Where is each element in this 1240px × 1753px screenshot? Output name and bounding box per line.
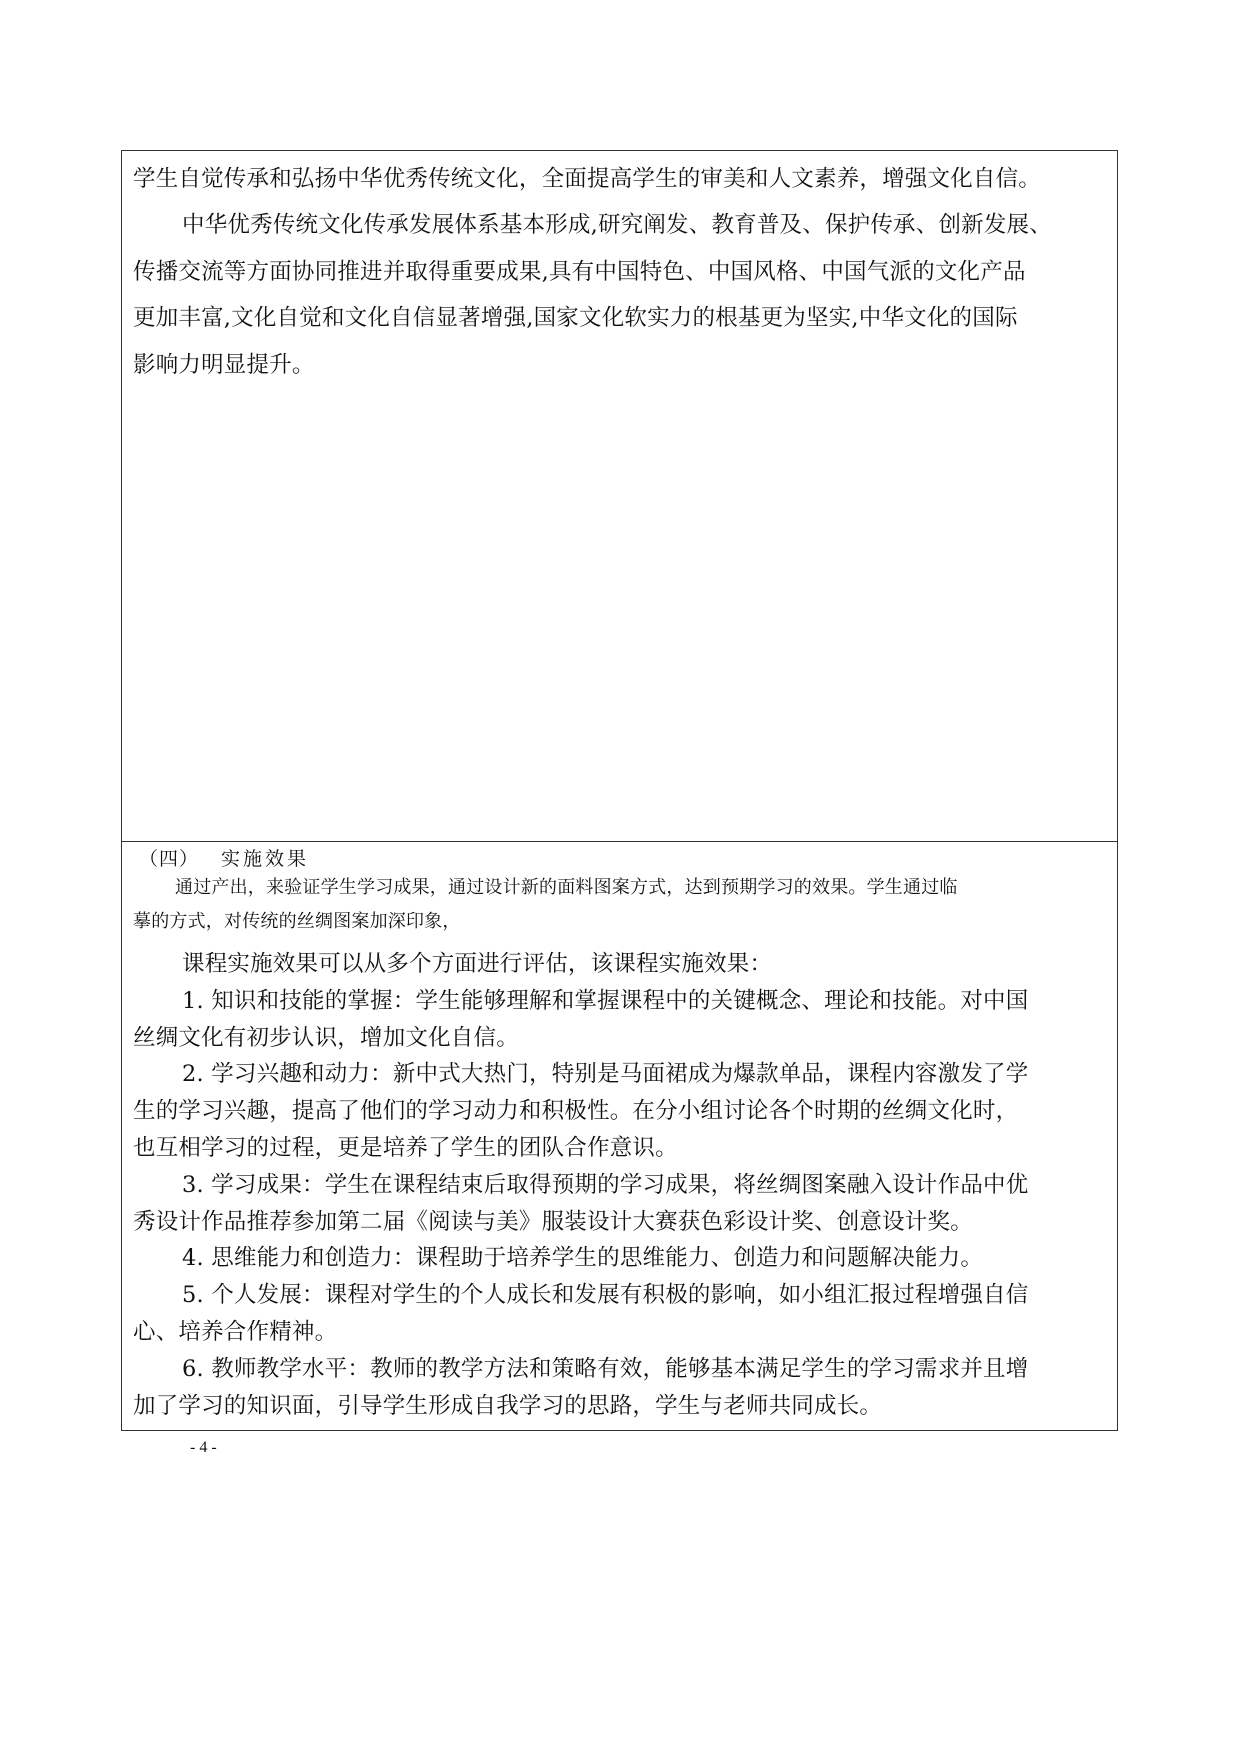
body-line: 3. 学习成果：学生在课程结束后取得预期的学习成果，将丝绸图案融入设计作品中优 — [182, 1171, 1029, 1198]
body-line: 2. 学习兴趣和动力：新中式大热门，特别是马面裙成为爆款单品，课程内容激发了学 — [182, 1061, 1029, 1088]
body-line: 丝绸文化有初步认识，增加文化自信。 — [133, 1024, 519, 1051]
body-line: 秀设计作品推荐参加第二届《阅读与美》服装设计大赛获色彩设计奖、创意设计奖。 — [133, 1208, 973, 1235]
body-line: 课程实施效果可以从多个方面进行评估，该课程实施效果： — [182, 951, 773, 977]
section-title: 实施效果 — [221, 848, 310, 870]
paragraph-line: 传播交流等方面协同推进并取得重要成果,具有中国特色、中国风格、中国气派的文化产品 — [133, 259, 1026, 285]
body-line: 6. 教师教学水平：教师的教学方法和策略有效，能够基本满足学生的学习需求并且增 — [182, 1355, 1029, 1382]
document-table — [121, 150, 1118, 1431]
body-line: 心、培养合作精神。 — [133, 1319, 338, 1345]
table-cell-lower — [122, 842, 1117, 1430]
table-cell-upper — [122, 151, 1117, 842]
page-number: - 4 - — [190, 1439, 217, 1456]
intro-line: 通过产出，来验证学生学习成果，通过设计新的面料图案方式，达到预期学习的效果。学生通过临 — [175, 877, 958, 898]
paragraph-line: 影响力明显提升。 — [133, 352, 315, 378]
section-heading — [139, 846, 309, 872]
body-line: 5. 个人发展：课程对学生的个人成长和发展有积极的影响，如小组汇报过程增强自信 — [182, 1282, 1029, 1309]
section-number: （四） — [139, 848, 200, 870]
body-line: 也互相学习的过程，更是培养了学生的团队合作意识。 — [133, 1135, 678, 1161]
intro-line: 摹的方式，对传统的丝绸图案加深印象， — [133, 911, 461, 932]
body-line: 1. 知识和技能的掌握：学生能够理解和掌握课程中的关键概念、理论和技能。对中国 — [182, 987, 1029, 1014]
paragraph-line: 中华优秀传统文化传承发展体系基本形成,研究阐发、教育普及、保护传承、创新发展、 — [182, 212, 1052, 238]
body-line: 加了学习的知识面，引导学生形成自我学习的思路，学生与老师共同成长。 — [133, 1392, 883, 1419]
paragraph-line: 学生自觉传承和弘扬中华优秀传统文化，全面提高学生的审美和人文素养，增强文化自信。 — [133, 166, 1042, 192]
paragraph-line: 更加丰富,文化自觉和文化自信显著增强,国家文化软实力的根基更为坚实,中华文化的国际 — [133, 305, 1018, 331]
body-line: 4. 思维能力和创造力：课程助于培养学生的思维能力、创造力和问题解决能力。 — [182, 1245, 984, 1272]
body-line: 生的学习兴趣，提高了他们的学习动力和积极性。在分小组讨论各个时期的丝绸文化时， — [133, 1098, 1019, 1125]
